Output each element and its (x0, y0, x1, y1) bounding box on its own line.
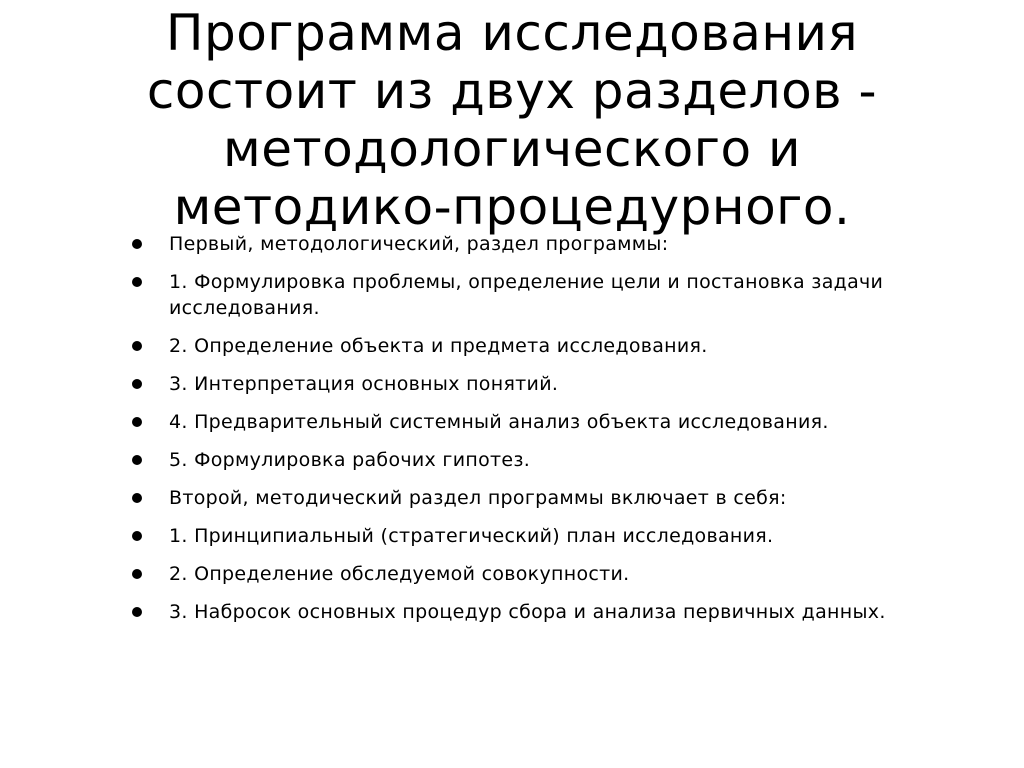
bullet-dot-icon (132, 379, 142, 389)
bullet-item-problem-formulation (130, 269, 930, 321)
bullet-dot-icon (132, 531, 142, 541)
bullet-item-text: 5. Формулировка рабочих гипотез. (169, 449, 531, 471)
bullet-item-text: 2. Определение обследуемой совокупности. (169, 563, 630, 585)
bullet-dot-icon (132, 569, 142, 579)
bullet-dot-icon (132, 277, 142, 287)
slide-title (0, 4, 1024, 236)
bullet-item-methodical-section (130, 485, 930, 511)
bullet-item-strategic-plan (130, 523, 930, 549)
bullet-dot-icon (132, 417, 142, 427)
bullet-item-methodological-section (130, 231, 930, 257)
bullet-dot-icon (132, 607, 142, 617)
slide-title-line-2: состоит из двух разделов - (146, 62, 878, 120)
bullet-item-text: 2. Определение объекта и предмета исследования. (169, 335, 708, 357)
bullet-item-procedures (130, 599, 930, 625)
bullet-dot-icon (132, 455, 142, 465)
bullet-item-text: Первый, методологический, раздел программы: (169, 233, 669, 255)
bullet-item-text: 1. Принципиальный (стратегический) план исследования. (169, 525, 774, 547)
bullet-item-hypotheses (130, 447, 930, 473)
bullet-item-object-subject (130, 333, 930, 359)
slide-title-line-1: Программа исследования (165, 4, 859, 62)
bullet-item-text: 1. Формулировка проблемы, определение цели и постановка задачи исследования. (169, 271, 884, 319)
bullet-item-concepts (130, 371, 930, 397)
bullet-item-population (130, 561, 930, 587)
slide-title-line-3: методологического и (222, 120, 801, 178)
slide-title-line-4: методико-процедурного. (173, 178, 851, 236)
bullet-item-text: 3. Набросок основных процедур сбора и анализа первичных данных. (169, 601, 886, 623)
bullet-item-text: Второй, методический раздел программы включает в себя: (169, 487, 787, 509)
bullet-item-text: 4. Предварительный системный анализ объекта исследования. (169, 411, 829, 433)
bullet-list (130, 231, 930, 637)
bullet-item-system-analysis (130, 409, 930, 435)
bullet-dot-icon (132, 341, 142, 351)
bullet-dot-icon (132, 493, 142, 503)
bullet-dot-icon (132, 239, 142, 249)
bullet-item-text: 3. Интерпретация основных понятий. (169, 373, 559, 395)
